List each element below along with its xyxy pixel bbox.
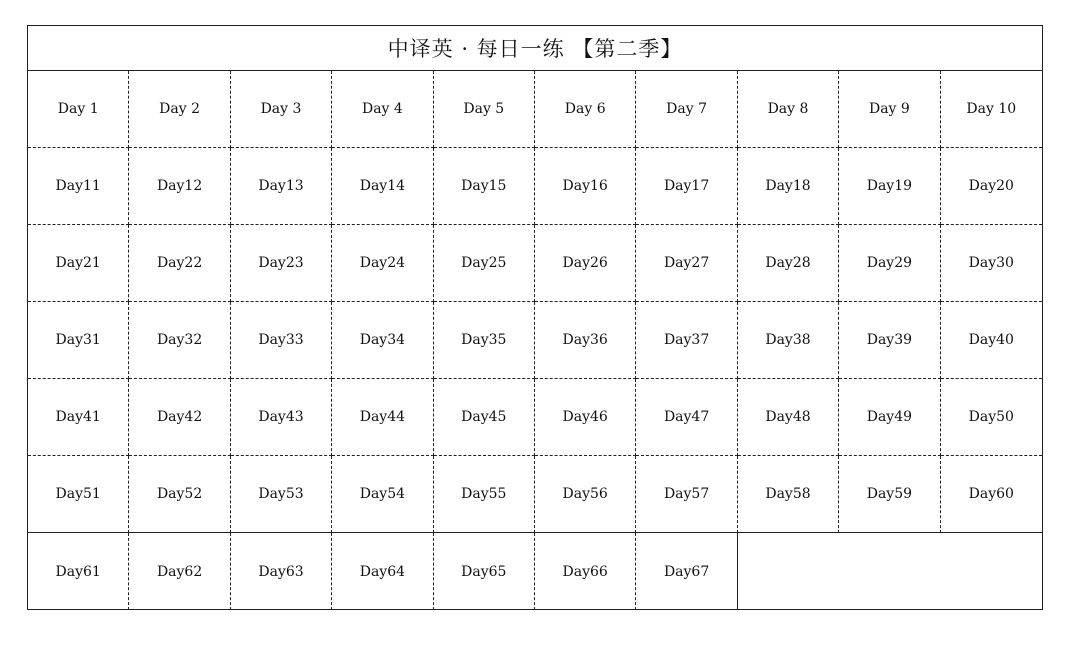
day-link-48[interactable]: Day48 — [738, 379, 839, 456]
day-link-9[interactable]: Day 9 — [839, 71, 940, 148]
day-link-61[interactable]: Day61 — [28, 533, 129, 610]
day-link-32[interactable]: Day32 — [129, 302, 230, 379]
day-link-5[interactable]: Day 5 — [434, 71, 535, 148]
day-link-56[interactable]: Day56 — [535, 456, 636, 533]
day-link-22[interactable]: Day22 — [129, 225, 230, 302]
day-link-41[interactable]: Day41 — [28, 379, 129, 456]
day-link-40[interactable]: Day40 — [941, 302, 1042, 379]
day-link-27[interactable]: Day27 — [636, 225, 737, 302]
day-link-62[interactable]: Day62 — [129, 533, 230, 610]
day-link-52[interactable]: Day52 — [129, 456, 230, 533]
day-link-15[interactable]: Day15 — [434, 148, 535, 225]
day-link-23[interactable]: Day23 — [231, 225, 332, 302]
day-link-53[interactable]: Day53 — [231, 456, 332, 533]
day-link-3[interactable]: Day 3 — [231, 71, 332, 148]
day-link-58[interactable]: Day58 — [738, 456, 839, 533]
day-link-51[interactable]: Day51 — [28, 456, 129, 533]
day-link-67[interactable]: Day67 — [636, 533, 737, 610]
day-link-37[interactable]: Day37 — [636, 302, 737, 379]
day-link-14[interactable]: Day14 — [332, 148, 433, 225]
day-link-28[interactable]: Day28 — [738, 225, 839, 302]
day-link-34[interactable]: Day34 — [332, 302, 433, 379]
day-link-47[interactable]: Day47 — [636, 379, 737, 456]
day-link-50[interactable]: Day50 — [941, 379, 1042, 456]
day-link-35[interactable]: Day35 — [434, 302, 535, 379]
day-link-60[interactable]: Day60 — [941, 456, 1042, 533]
day-link-2[interactable]: Day 2 — [129, 71, 230, 148]
day-link-1[interactable]: Day 1 — [28, 71, 129, 148]
day-link-19[interactable]: Day19 — [839, 148, 940, 225]
day-link-31[interactable]: Day31 — [28, 302, 129, 379]
day-link-42[interactable]: Day42 — [129, 379, 230, 456]
day-link-43[interactable]: Day43 — [231, 379, 332, 456]
day-link-30[interactable]: Day30 — [941, 225, 1042, 302]
day-link-12[interactable]: Day12 — [129, 148, 230, 225]
day-link-4[interactable]: Day 4 — [332, 71, 433, 148]
day-link-63[interactable]: Day63 — [231, 533, 332, 610]
day-index-table — [27, 25, 1043, 610]
day-link-45[interactable]: Day45 — [434, 379, 535, 456]
page-title: 中译英 · 每日一练 【第二季】 — [387, 37, 683, 61]
day-link-8[interactable]: Day 8 — [738, 71, 839, 148]
day-link-65[interactable]: Day65 — [434, 533, 535, 610]
day-link-11[interactable]: Day11 — [28, 148, 129, 225]
day-link-54[interactable]: Day54 — [332, 456, 433, 533]
day-link-26[interactable]: Day26 — [535, 225, 636, 302]
day-link-57[interactable]: Day57 — [636, 456, 737, 533]
empty-area — [738, 533, 1042, 610]
day-link-38[interactable]: Day38 — [738, 302, 839, 379]
day-link-59[interactable]: Day59 — [839, 456, 940, 533]
day-link-25[interactable]: Day25 — [434, 225, 535, 302]
day-link-18[interactable]: Day18 — [738, 148, 839, 225]
day-link-55[interactable]: Day55 — [434, 456, 535, 533]
day-link-64[interactable]: Day64 — [332, 533, 433, 610]
day-grid — [28, 71, 1042, 609]
day-link-44[interactable]: Day44 — [332, 379, 433, 456]
day-link-7[interactable]: Day 7 — [636, 71, 737, 148]
day-link-49[interactable]: Day49 — [839, 379, 940, 456]
day-link-6[interactable]: Day 6 — [535, 71, 636, 148]
day-link-39[interactable]: Day39 — [839, 302, 940, 379]
day-link-66[interactable]: Day66 — [535, 533, 636, 610]
table-title-row — [28, 26, 1042, 71]
day-link-29[interactable]: Day29 — [839, 225, 940, 302]
day-link-33[interactable]: Day33 — [231, 302, 332, 379]
day-link-36[interactable]: Day36 — [535, 302, 636, 379]
day-link-46[interactable]: Day46 — [535, 379, 636, 456]
day-link-20[interactable]: Day20 — [941, 148, 1042, 225]
day-link-13[interactable]: Day13 — [231, 148, 332, 225]
day-link-21[interactable]: Day21 — [28, 225, 129, 302]
day-link-17[interactable]: Day17 — [636, 148, 737, 225]
day-link-10[interactable]: Day 10 — [941, 71, 1042, 148]
day-link-16[interactable]: Day16 — [535, 148, 636, 225]
day-link-24[interactable]: Day24 — [332, 225, 433, 302]
